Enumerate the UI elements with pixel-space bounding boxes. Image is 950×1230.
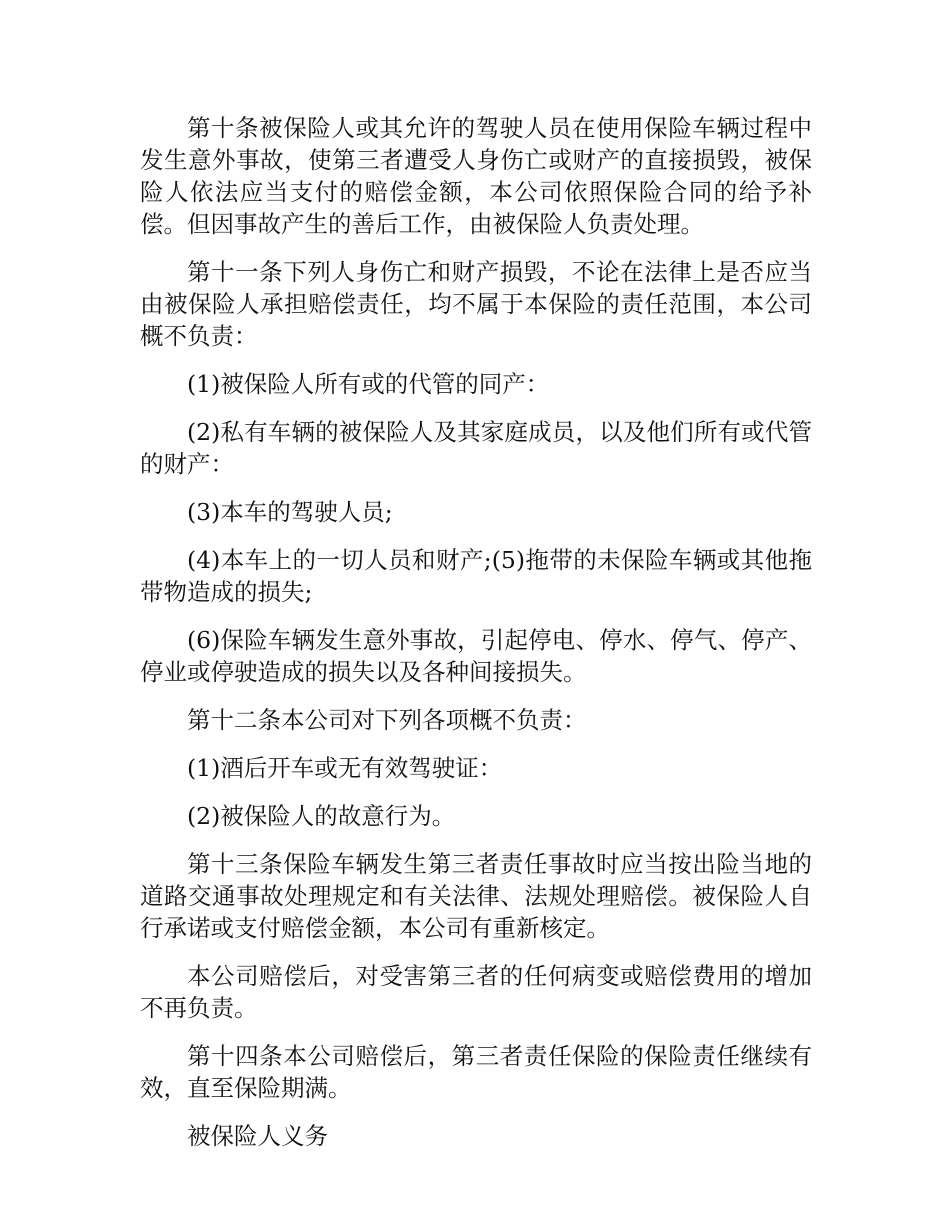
paragraph-article-10: 第十条被保险人或其允许的驾驶人员在使用保险车辆过程中发生意外事故，使第三者遭受人身伤亡或财产的直接损毁，被保险人依法应当支付的赔偿金额，本公司依照保险合同的给予补偿。但因事故产生的善后工作，由被保险人负责处理。 [140, 114, 812, 238]
paragraph-article-12: 第十二条本公司对下列各项概不负责： [187, 706, 587, 734]
paragraph-article-12-item-1: (1)酒后开车或无有效驾驶证： [187, 754, 503, 782]
document-body [140, 112, 812, 1168]
paragraph-article-13: 第十三条保险车辆发生第三者责任事故时应当按出险当地的道路交通事故处理规定和有关法律、法规处理赔偿。被保险人自行承诺或支付赔偿金额，本公司有重新核定。 [140, 850, 812, 942]
paragraph-article-14: 第十四条本公司赔偿后，第三者责任保险的保险责任继续有效，直至保险期满。 [140, 1042, 812, 1102]
paragraph-item-6: (6)保险车辆发生意外事故，引起停电、停水、停气、停产、停业或停驶造成的损失以及各种间接损失。 [140, 626, 812, 686]
paragraph-item-2: (2)私有车辆的被保险人及其家庭成员，以及他们所有或代管的财产： [140, 418, 812, 478]
paragraph-article-12-item-2: (2)被保险人的故意行为。 [187, 802, 456, 830]
paragraph-item-3: (3)本车的驾驶人员; [187, 498, 393, 526]
paragraph-article-13-note: 本公司赔偿后，对受害第三者的任何病变或赔偿费用的增加不再负责。 [140, 962, 812, 1022]
paragraph-item-4-5: (4)本车上的一切人员和财产;(5)拖带的未保险车辆或其他拖带物造成的损失; [140, 546, 812, 606]
paragraph-article-11: 第十一条下列人身伤亡和财产损毁，不论在法律上是否应当由被保险人承担赔偿责任，均不属于本保险的责任范围，本公司概不负责： [140, 258, 812, 350]
paragraph-item-1: (1)被保险人所有或的代管的同产： [187, 370, 550, 398]
section-heading-insured-obligations: 被保险人义务 [187, 1122, 328, 1150]
